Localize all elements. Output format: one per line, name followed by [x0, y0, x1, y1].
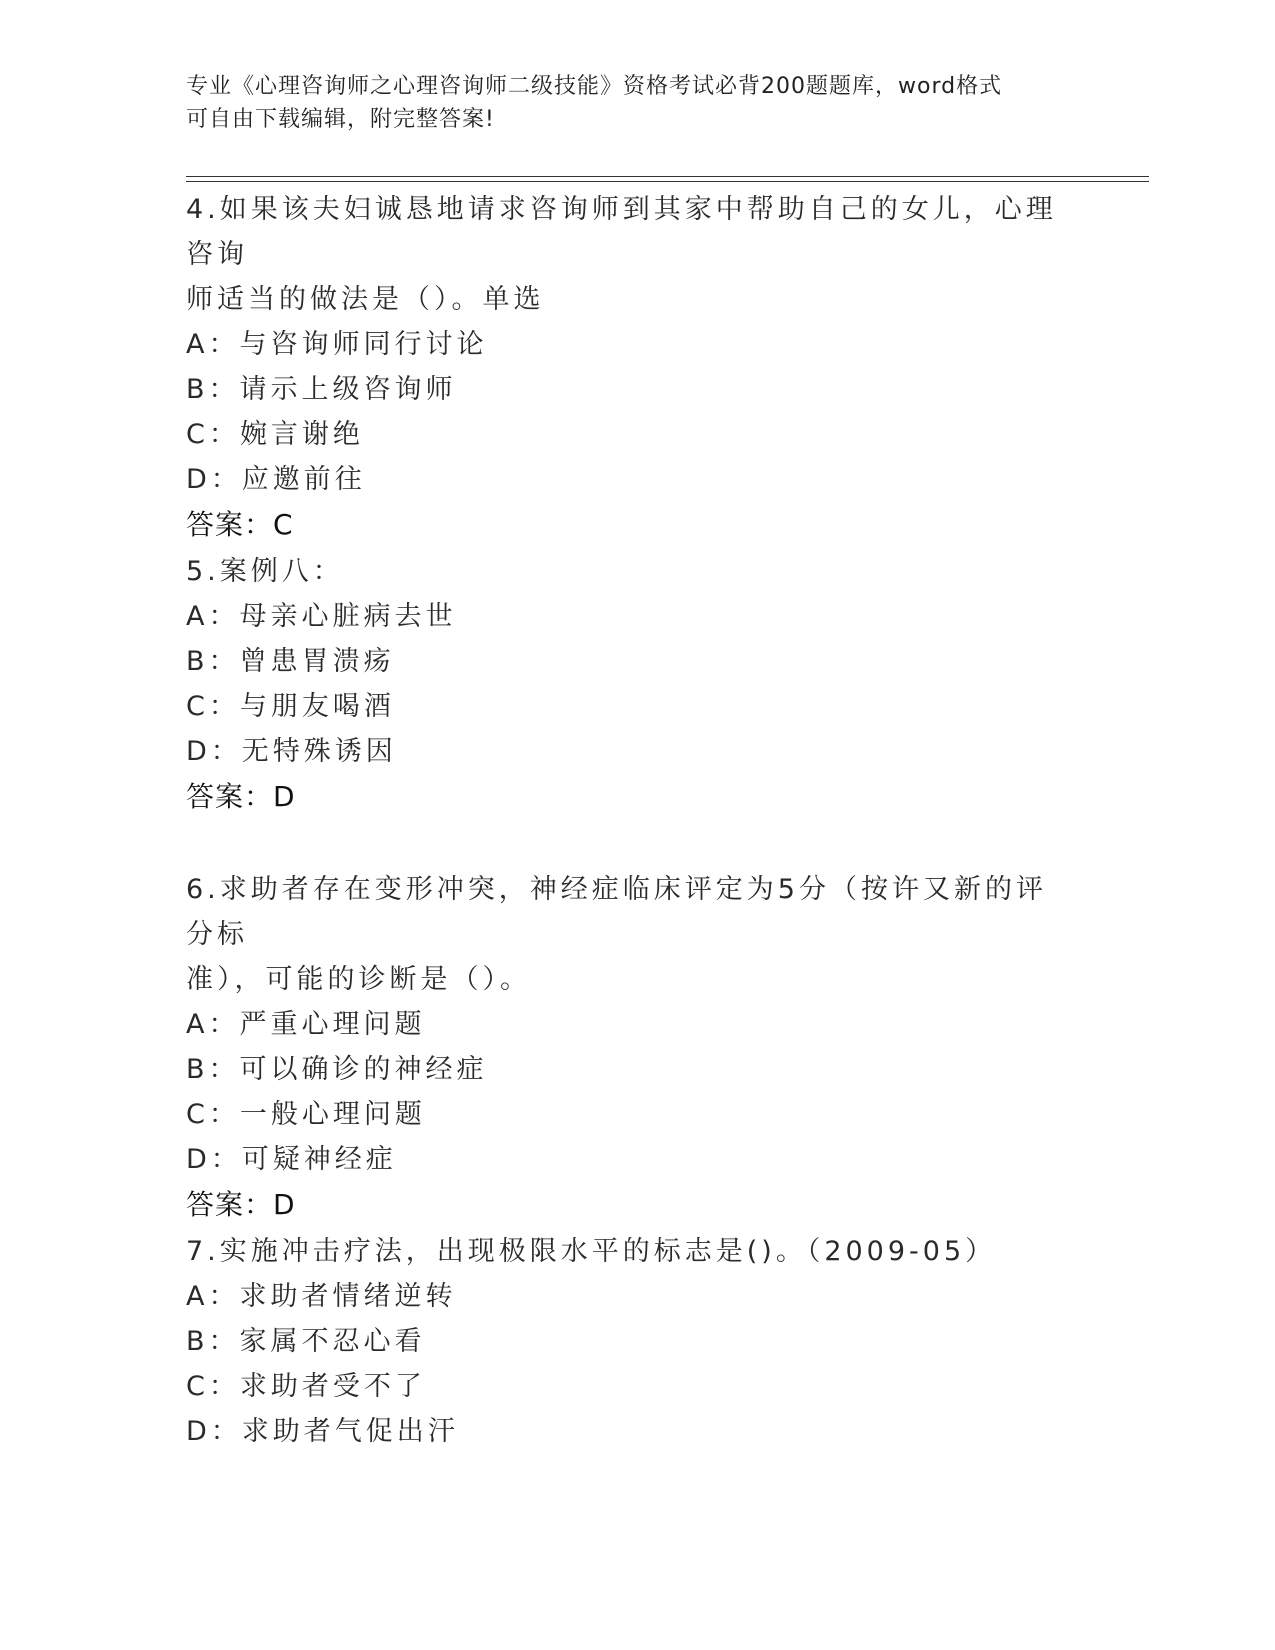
option-a: A：严重心理问题 — [186, 1009, 426, 1040]
header-line-1: 专业《心理咨询师之心理咨询师二级技能》资格考试必背200题题库，word格式 — [186, 74, 1003, 99]
question-stem: 5.案例八： — [186, 556, 344, 587]
option-c: C：一般心理问题 — [186, 1099, 426, 1130]
option-b: B：请示上级咨询师 — [186, 374, 457, 405]
header-line-2: 可自由下载编辑，附完整答案! — [186, 107, 495, 132]
question-stem: 4.如果该夫妇诚恳地请求咨询师到其家中帮助自己的女儿，心理咨询 — [186, 194, 1057, 270]
question-stem: 6.求助者存在变形冲突，神经症临床评定为5分（按许又新的评分标 — [186, 874, 1047, 950]
option-d: D：可疑神经症 — [186, 1144, 397, 1175]
question-6 — [186, 867, 1066, 1227]
option-c: C：婉言谢绝 — [186, 419, 364, 450]
option-b: B：可以确诊的神经症 — [186, 1054, 488, 1085]
option-b: B：曾患胃溃疡 — [186, 646, 395, 677]
question-stem-continued: 师适当的做法是（）。单选 — [186, 284, 545, 315]
option-b: B：家属不忍心看 — [186, 1326, 426, 1357]
header-divider-top — [186, 176, 1149, 177]
option-c: C：与朋友喝酒 — [186, 691, 395, 722]
question-7 — [186, 1229, 1066, 1454]
answer: 答案：D — [186, 1188, 296, 1221]
option-d: D：求助者气促出汗 — [186, 1416, 459, 1447]
option-a: A：求助者情绪逆转 — [186, 1281, 457, 1312]
header-divider-bottom — [186, 181, 1149, 182]
document-header — [186, 70, 1086, 136]
option-d: D：无特殊诱因 — [186, 736, 397, 767]
question-5 — [186, 549, 1066, 819]
option-c: C：求助者受不了 — [186, 1371, 426, 1402]
option-a: A：母亲心脏病去世 — [186, 601, 457, 632]
question-stem: 7.实施冲击疗法，出现极限水平的标志是()。（2009-05） — [186, 1236, 997, 1267]
question-stem-continued: 准），可能的诊断是（）。 — [186, 964, 531, 995]
option-a: A：与咨询师同行讨论 — [186, 329, 488, 360]
answer: 答案：D — [186, 780, 296, 813]
question-4 — [186, 187, 1066, 547]
answer: 答案：C — [186, 508, 294, 541]
option-d: D：应邀前往 — [186, 464, 366, 495]
